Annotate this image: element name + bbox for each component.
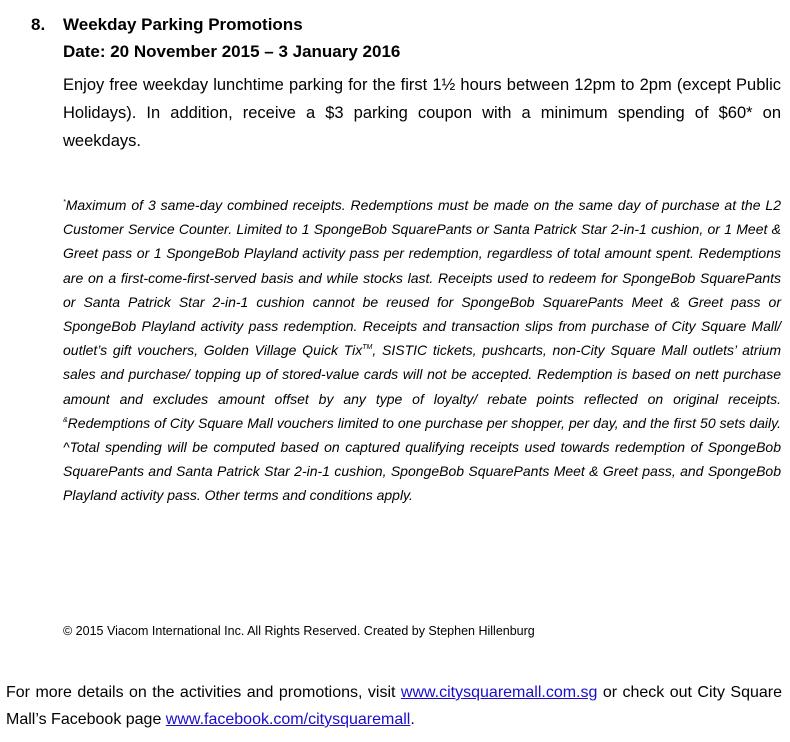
terms-amp-marker: & [63, 416, 68, 424]
footer-text-3: . [410, 711, 415, 728]
promotion-item [63, 14, 781, 155]
footer-paragraph [6, 679, 782, 733]
promotion-number: 8. [31, 15, 46, 34]
footer-text-2: or check out City Square Mall’s Facebook page [6, 684, 782, 728]
terms-text-part1: Maximum of 3 same-day combined receipts. Redemptions must be made on the same day of purchase at the L2 Customer Service Counter. Limited to 1 SpongeBob SquarePants or Santa Patrick Star 2-in-1 cushion, or 1 Meet & Greet pass or 1 SpongeBob Playland activity pass per redemption, regardless of total amount spent. Redemptions are on a first-come-first-served basis and while stocks last. Receipts used to redeem for SpongeBob SquarePants or Santa Patrick Star 2-in-1 cushion cannot be reused for SpongeBob SquarePants Meet & Greet pass or SpongeBob Playland activity pass redemption. Receipts and transaction slips from purchase of City Square Mall/ outlet’s gift vouchers, Golden Village Quick Tix [63, 197, 781, 359]
terms-text-part3: Redemptions of City Square Mall vouchers limited to one purchase per shopper, per day, and the first 50 sets daily. ^Total spending will be computed based on captured qualifying receipts used towards redemption of SpongeBob SquarePants and Santa Patrick Star 2-in-1 cushion, SpongeBob SquarePants Meet & Greet pass, and SpongeBob Playland activity pass. Other terms and conditions apply. [63, 414, 781, 504]
terms-text-part2: , SISTIC tickets, pushcarts, non-City Square Mall outlets’ atrium sales and purchase/ topping up of stored-value cards will not be accepted. Redemption is based on nett purchase amount and excludes amount offset by any type of loyalty/ rebate points reflected on original receipts. [63, 342, 782, 407]
promotion-date: Date: 20 November 2015 – 3 January 2016 [63, 42, 401, 61]
facebook-link[interactable]: www.facebook.com/citysquaremall [165, 711, 411, 728]
trademark-mark: TM [362, 344, 373, 352]
terms-and-conditions [63, 193, 781, 508]
promotion-description: Enjoy free weekday lunchtime parking for the first 1½ hours between 12pm to 2pm (except Public Holidays). In addition, receive a $3 parking coupon with a minimum spending of $60* on weekdays. [63, 76, 781, 150]
terms-footnote-marker: * [63, 199, 66, 206]
footer-text-1: For more details on the activities and promotions, visit [6, 684, 401, 701]
copyright-notice: © 2015 Viacom International Inc. All Rights Reserved. Created by Stephen Hillenburg [63, 624, 535, 638]
promotion-title: Weekday Parking Promotions [63, 15, 303, 34]
website-link[interactable]: www.citysquaremall.com.sg [400, 684, 598, 701]
